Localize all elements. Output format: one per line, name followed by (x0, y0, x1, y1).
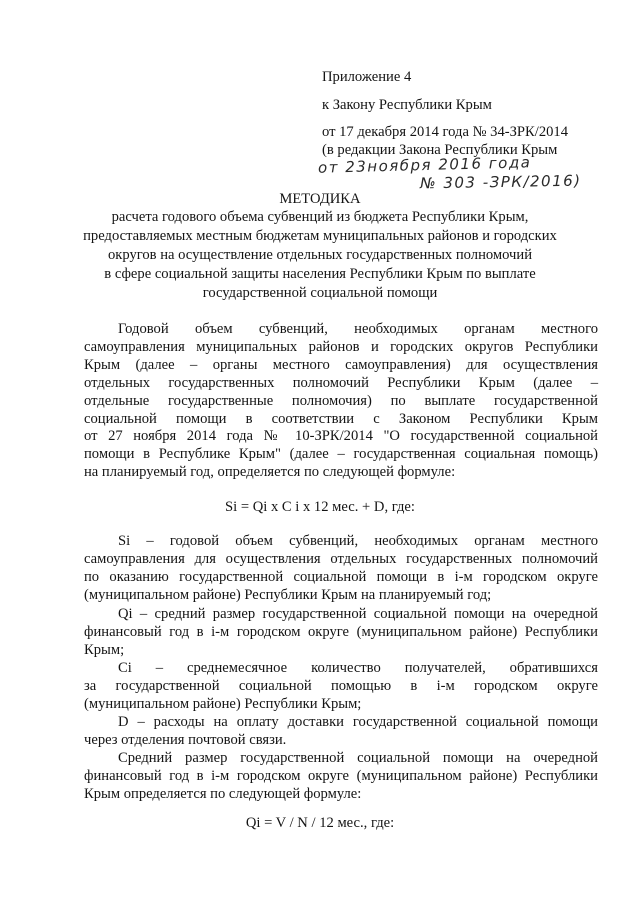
subtitle-line: предоставляемых местным бюджетам муниципальных районов и городских (83, 228, 557, 244)
subtitle-line: в сфере социальной защиты населения Республики Крым по выплате (104, 266, 536, 282)
text-line: Крым; (84, 641, 125, 658)
definition-d (84, 714, 598, 750)
appendix-number: Приложение 4 (322, 69, 412, 85)
text-line: финансовый год в i-м городском округе (муниципальном районе) Республики (84, 623, 598, 640)
text-line: от 27 ноября 2014 года № 10-ЗРК/2014 "О государственной социальной (84, 428, 598, 445)
revision-note: (в редакции Закона Республики Крым (322, 142, 558, 158)
formula-qi: Qi = V / N / 12 мес., где: (245, 815, 395, 831)
text-line: Крым определяется по следующей формуле: (84, 785, 362, 802)
text-line: на планируемый год, определяется по следующей формуле: (84, 464, 456, 481)
handwritten-revision-date: от 23ноября 2016 года (317, 153, 532, 177)
text-line: отдельных государственных полномочий Республики Крым (далее – (84, 374, 598, 391)
text-line: Qi – средний размер государственной социальной помощи на очередной (118, 606, 598, 622)
subtitle-line: расчета годового объема субвенций из бюджета Республики Крым, (111, 209, 529, 225)
text-line: Средний размер государственной социальной помощи на очередной (118, 750, 598, 766)
text-line: (муниципальном районе) Республики Крым на планируемый год; (84, 586, 492, 603)
text-line: (муниципальном районе) Республики Крым; (84, 695, 362, 712)
text-line: Годовой объем субвенций, необходимых органам местного (118, 321, 598, 337)
text-line: Si – годовой объем субвенций, необходимых органам местного (118, 533, 598, 549)
text-line: за государственной социальной помощью в i-м городском округе (84, 677, 598, 694)
text-line: по оказанию государственной социальной помощи в i-м городском округе (84, 568, 598, 585)
document-title: МЕТОДИКА (279, 191, 361, 207)
text-line: Крым (далее – органы местного самоуправления) для осуществления (84, 356, 598, 373)
text-line: социальной помощи в соответствии с Законом Республики Крым (84, 410, 598, 427)
text-line: помощи в Республике Крым" (далее – государственная социальная помощь) (84, 446, 598, 463)
text-line: через отделения почтовой связи. (84, 731, 287, 748)
subtitle-line: государственной социальной помощи (202, 285, 438, 301)
text-line: D – расходы на оплату доставки государственной социальной помощи (118, 714, 598, 730)
formula-si: Si = Qi x C i x 12 мес. + D, где: (225, 499, 415, 515)
subtitle-line: округов на осуществление отдельных государственных полномочий (107, 247, 533, 263)
text-line: отдельные государственные полномочия) по выплате государственной (84, 392, 598, 409)
text-line: финансовый год в i-м городском округе (муниципальном районе) Республики (84, 767, 598, 784)
definition-si (84, 533, 598, 605)
law-date-number: от 17 декабря 2014 года № 34-ЗРК/2014 (322, 124, 569, 140)
definition-ci (84, 660, 598, 714)
definition-qi (84, 606, 598, 660)
appendix-law-reference: к Закону Республики Крым (322, 97, 492, 113)
text-line: самоуправления для осуществления отдельных государственных полномочий (84, 550, 598, 567)
average-size-paragraph (84, 750, 598, 804)
intro-paragraph (84, 321, 598, 482)
text-line: Ci – среднемесячное количество получателей, обратившихся (118, 660, 598, 676)
handwritten-revision-number: № 303 -ЗРК/2016) (419, 171, 582, 193)
text-line: самоуправления муниципальных районов и городских округов Республики (84, 338, 598, 355)
